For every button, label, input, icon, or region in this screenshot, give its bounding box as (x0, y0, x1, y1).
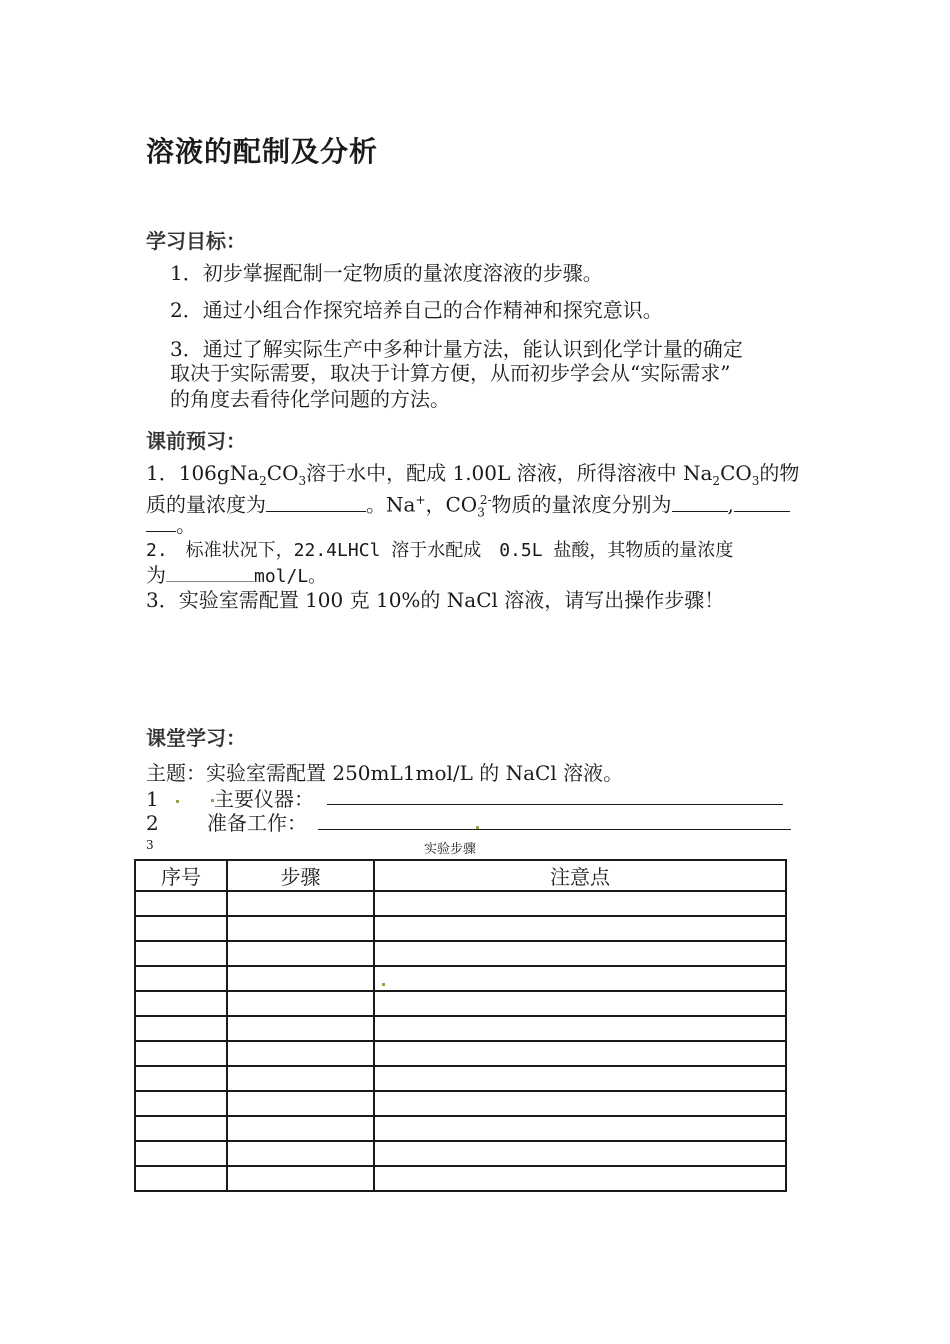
cell-step[interactable] (227, 1041, 374, 1066)
preview-question-1-line3: 。 (146, 510, 196, 540)
table-row (135, 1066, 786, 1091)
preview-question-1-line2: 质的量浓度为 。Na+，$CO_3^{2-}$物质的量浓度分别为 , (146, 485, 790, 528)
classroom-heading: 课堂学习： (146, 726, 246, 750)
answer-blank[interactable] (266, 491, 366, 512)
objective-item: 取决于实际需要，取决于计算方便，从而初步学会从“实际需求” (170, 361, 731, 385)
cell-number[interactable] (135, 1166, 227, 1191)
objective-item: 2．通过小组合作探究培养自己的合作精神和探究意识。 (170, 298, 663, 322)
cell-step[interactable] (227, 1066, 374, 1091)
cell-notes[interactable] (374, 891, 786, 916)
cell-number[interactable] (135, 941, 227, 966)
preview-question-1: 1．$106gNa_2CO_3$溶于水中，配成 1.00L 溶液，所得溶液中 $Na_2CO_3$的物 (146, 461, 800, 488)
table-row (135, 916, 786, 941)
item-number: 2 (146, 811, 159, 835)
cell-number[interactable] (135, 916, 227, 941)
objective-item: 1．初步掌握配制一定物质的量浓度溶液的步骤。 (170, 261, 603, 285)
page-title: 溶液的配制及分析 (146, 135, 379, 168)
cell-number[interactable] (135, 1091, 227, 1116)
cell-notes[interactable] (374, 1141, 786, 1166)
table-row (135, 1016, 786, 1041)
cell-step[interactable] (227, 916, 374, 941)
item-number: 1 (146, 787, 159, 811)
instruments-label: 主要仪器： (214, 787, 314, 811)
objective-item: 的角度去看待化学问题的方法。 (170, 387, 450, 411)
cell-number[interactable] (135, 1016, 227, 1041)
steps-caption: 实验步骤 (424, 842, 477, 857)
column-header-notes: 注意点 (374, 860, 786, 891)
cell-notes[interactable] (374, 1166, 786, 1191)
answer-blank[interactable] (734, 491, 790, 512)
cell-number[interactable] (135, 1041, 227, 1066)
cell-step[interactable] (227, 1116, 374, 1141)
table-row (135, 966, 786, 991)
cell-notes[interactable] (374, 916, 786, 941)
speck (211, 799, 214, 802)
answer-blank[interactable] (166, 561, 254, 582)
cell-number[interactable] (135, 891, 227, 916)
cell-step[interactable] (227, 891, 374, 916)
cell-notes[interactable] (374, 966, 786, 991)
cell-step[interactable] (227, 1166, 374, 1191)
table-header-row (135, 860, 786, 891)
cell-step[interactable] (227, 941, 374, 966)
preview-question-3: 3．实验室需配置 100 克 10%的 NaCl 溶液，请写出操作步骤！ (146, 588, 725, 612)
table-row (135, 891, 786, 916)
cell-notes[interactable] (374, 1066, 786, 1091)
speck (476, 826, 479, 829)
table-row (135, 1091, 786, 1116)
item-number: 3 (146, 838, 154, 852)
cell-step[interactable] (227, 966, 374, 991)
table-row (135, 991, 786, 1016)
cell-number[interactable] (135, 1141, 227, 1166)
objective-item: 3．通过了解实际生产中多种计量方法，能认识到化学计量的确定 (170, 337, 743, 361)
objectives-heading: 学习目标： (146, 229, 246, 253)
speck (176, 800, 179, 803)
cell-notes[interactable] (374, 1016, 786, 1041)
cell-notes[interactable] (374, 991, 786, 1016)
cell-number[interactable] (135, 1116, 227, 1141)
steps-table (134, 859, 787, 1192)
table-row (135, 1166, 786, 1191)
preparation-answer-line[interactable] (318, 829, 791, 830)
cell-notes[interactable] (374, 1091, 786, 1116)
cell-step[interactable] (227, 1016, 374, 1041)
cell-step[interactable] (227, 1091, 374, 1116)
cell-number[interactable] (135, 1066, 227, 1091)
table-row (135, 941, 786, 966)
preview-heading: 课前预习： (146, 429, 246, 453)
cell-notes[interactable] (374, 1041, 786, 1066)
cell-notes[interactable] (374, 941, 786, 966)
table-row (135, 1116, 786, 1141)
preparation-label: 准备工作： (207, 811, 307, 835)
answer-blank[interactable] (146, 511, 176, 532)
cell-number[interactable] (135, 966, 227, 991)
preview-question-2: 2. 标准状况下，22.4LHCl 溶于水配成 0.5L 盐酸，其物质的量浓度 (146, 540, 734, 561)
table-row (135, 1141, 786, 1166)
cell-notes[interactable] (374, 1116, 786, 1141)
preview-question-2-line2: 为 mol/L。 (146, 563, 327, 587)
cell-step[interactable] (227, 1141, 374, 1166)
classroom-topic: 主题：实验室需配置 250mL1mol/L 的 NaCl 溶液。 (146, 761, 624, 785)
column-header-number: 序号 (135, 860, 227, 891)
table-row (135, 1041, 786, 1066)
instruments-answer-line[interactable] (327, 804, 783, 805)
answer-blank[interactable] (672, 491, 728, 512)
cell-step[interactable] (227, 991, 374, 1016)
column-header-step: 步骤 (227, 860, 374, 891)
cell-number[interactable] (135, 991, 227, 1016)
